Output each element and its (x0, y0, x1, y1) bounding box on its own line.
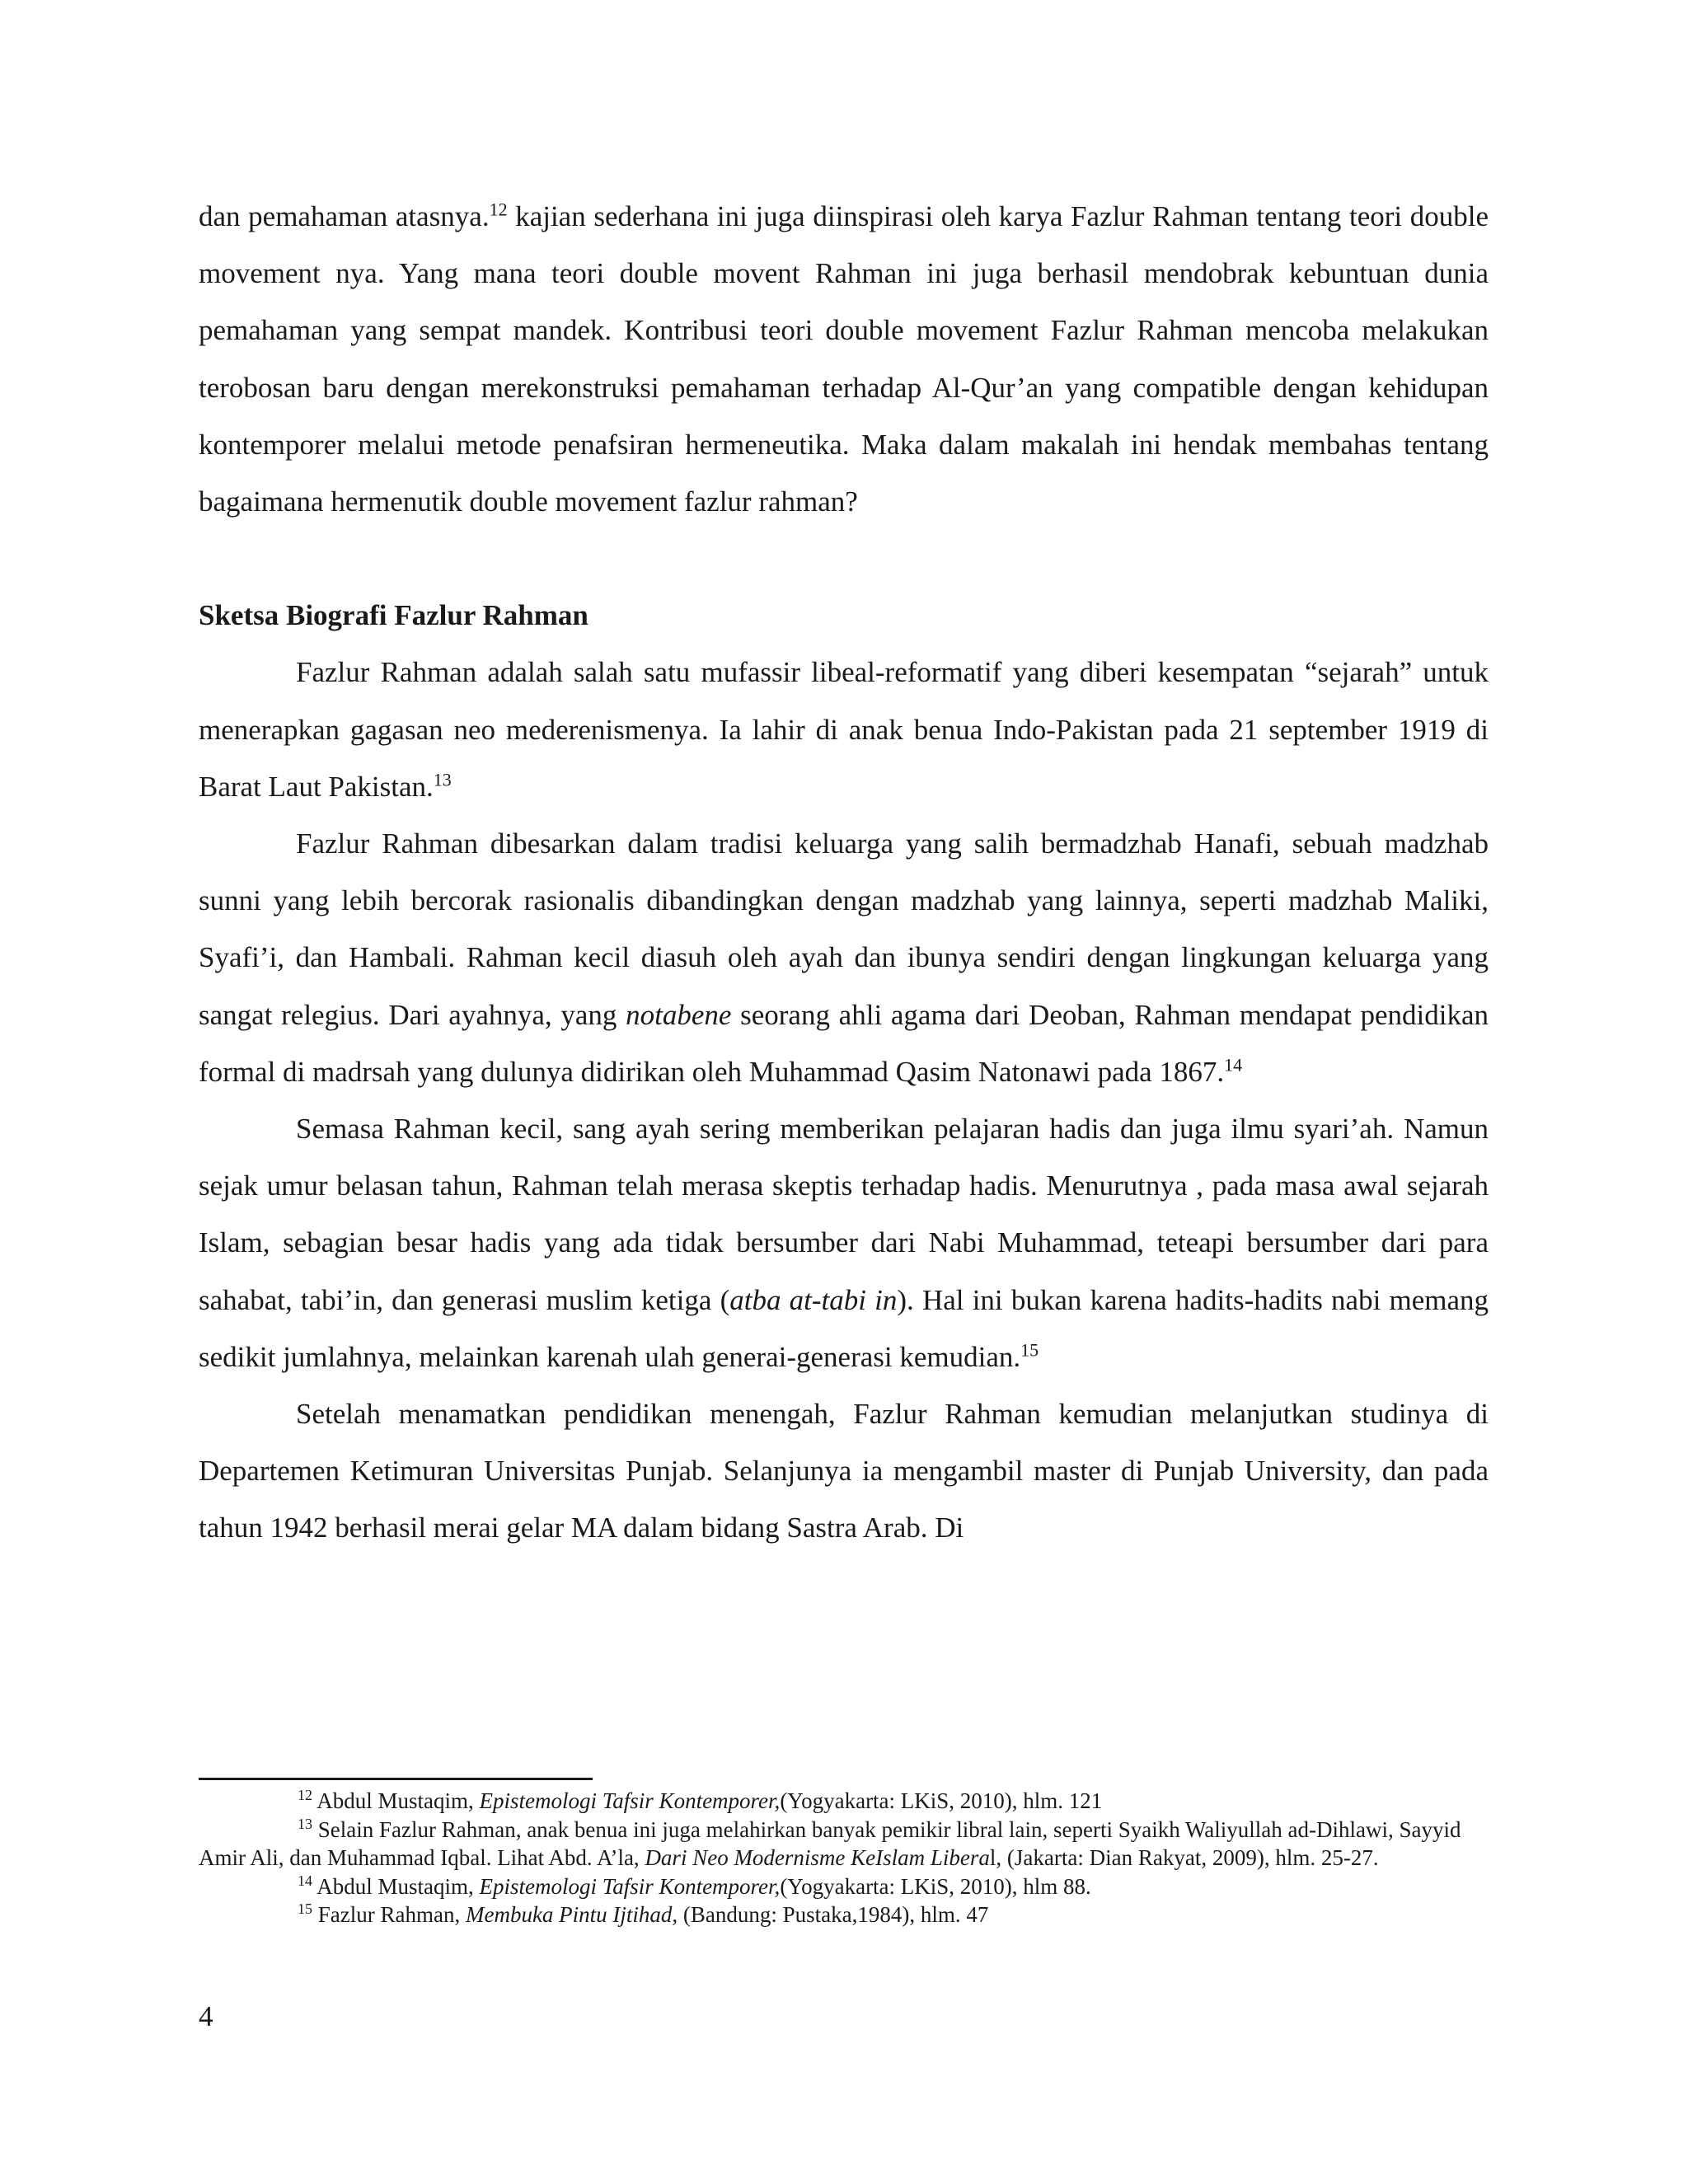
footnote-ref-12[interactable]: 12 (489, 199, 508, 220)
paragraph-intro (199, 188, 1489, 530)
footnote-separator (199, 1778, 593, 1780)
footnote-13 (199, 1816, 1489, 1872)
paragraph-education (199, 1385, 1489, 1557)
footnote-number: 12 (298, 1787, 312, 1803)
footnote-text: l, (Jakarta: Dian Rakyat, 2009), hlm. 25-27. (989, 1845, 1379, 1870)
paragraph-text: Semasa Rahman kecil, sang ayah sering memberikan pelajaran hadis dan juga ilmu syari’ah. Namun sejak umur belasan tahun, Rahman telah merasa skeptis terhadap hadis. Menurutnya , pada masa awal sejarah Islam, sebagian besar hadis yang ada tidak bersumber dari Nabi Muhammad, teteapi bersumber dari para sahabat, tabi’in, dan generasi muslim ketiga ( (199, 1113, 1489, 1316)
footnote-12 (199, 1787, 1489, 1816)
paragraph-text: Fazlur Rahman dibesarkan dalam tradisi keluarga yang salih bermadzhab Hanafi, sebuah madzhab sunni yang lebih bercorak rasionalis dibandingkan dengan madzhab yang lainnya, seperti madzhab Maliki, Syafi’i, dan Hambali. Rahman kecil diasuh oleh ayah dan ibunya sendiri dengan lingkungan keluarga yang sangat relegius. Dari ayahnya, yang (199, 827, 1489, 1031)
paragraph-text: dan pemahaman atasnya. (199, 200, 490, 232)
paragraph-text: seorang ahli agama dari Deoban, Rahman mendapat pendidikan formal di madrsah yang dulunya didirikan oleh Muhammad Qasim Natonawi pada 1867. (199, 998, 1489, 1088)
footnote-text: Fazlur Rahman, (312, 1902, 466, 1927)
footnote-number: 14 (298, 1872, 312, 1889)
main-text (199, 188, 1489, 1557)
footnote-number: 15 (298, 1900, 312, 1917)
footnotes (199, 1787, 1489, 1929)
italic-term: atba at-tabi in (729, 1283, 898, 1316)
paragraph-family (199, 815, 1489, 1100)
footnote-ref-15[interactable]: 15 (1020, 1339, 1039, 1361)
footnote-number: 13 (298, 1815, 312, 1832)
paragraph-text: kajian sederhana ini juga diinspirasi oleh karya Fazlur Rahman tentang teori double movement nya. Yang mana teori double movent Rahman ini juga berhasil mendobrak kebuntuan dunia pemahaman yang sempat mandek. Kontribusi teori double movement Fazlur Rahman mencoba melakukan terobosan baru dengan merekonstruksi pemahaman terhadap Al-Qur’an yang compatible dengan kehidupan kontemporer melalui metode penafsiran hermeneutika. Maka dalam makalah ini hendak membahas tentang bagaimana hermenutik double movement fazlur rahman? (199, 200, 1489, 518)
footnote-title: Membuka Pintu Ijtihad, (465, 1902, 678, 1927)
footnote-text: Abdul Mustaqim, (312, 1788, 480, 1813)
page-number: 4 (199, 2000, 213, 2032)
footnote-ref-13[interactable]: 13 (433, 769, 452, 790)
paragraph-text: ). Hal ini bukan karena hadits-hadits nabi memang sedikit jumlahnya, melainkan karenah ulah generai-generasi kemudian. (199, 1283, 1489, 1373)
footnote-title: Epistemologi Tafsir Kontemporer, (479, 1788, 781, 1813)
footnote-title: Epistemologi Tafsir Kontemporer, (479, 1873, 781, 1899)
footnote-text: (Yogyakarta: LKiS, 2010), hlm 88. (780, 1873, 1091, 1899)
paragraph-childhood (199, 1100, 1489, 1385)
italic-term: notabene (626, 998, 732, 1031)
footnote-text: Abdul Mustaqim, (312, 1873, 480, 1899)
paragraph-text: Setelah menamatkan pendidikan menengah, Fazlur Rahman kemudian melanjutkan studinya di Departemen Ketimuran Universitas Punjab. Selanjunya ia mengambil master di Punjab University, dan pada tahun 1942 berhasil merai gelar MA dalam bidang Sastra Arab. Di (199, 1398, 1489, 1544)
paragraph-birth (199, 644, 1489, 815)
footnote-title: Dari Neo Modernisme KeIslam Libera (645, 1845, 990, 1870)
footnote-14 (199, 1872, 1489, 1901)
footnote-15 (199, 1900, 1489, 1929)
footnote-ref-14[interactable]: 14 (1224, 1054, 1243, 1076)
section-heading: Sketsa Biografi Fazlur Rahman (199, 599, 588, 632)
footnote-text: (Yogyakarta: LKiS, 2010), hlm. 121 (780, 1788, 1103, 1813)
footnote-text: Selain Fazlur Rahman, anak benua ini juga melahirkan banyak pemikir libral lain, seperti Syaikh Waliyullah ad-Dihlawi, Sayyid Amir Ali, dan Muhammad Iqbal. Lihat Abd. A’la, (199, 1816, 1461, 1870)
paragraph-text: Fazlur Rahman adalah salah satu mufassir libeal-reformatif yang diberi kesempatan “sejarah” untuk menerapkan gagasan neo mederenismenya. Ia lahir di anak benua Indo-Pakistan pada 21 september 1919 di Barat Laut Pakistan. (199, 656, 1489, 803)
footnote-text: (Bandung: Pustaka,1984), hlm. 47 (678, 1902, 989, 1927)
